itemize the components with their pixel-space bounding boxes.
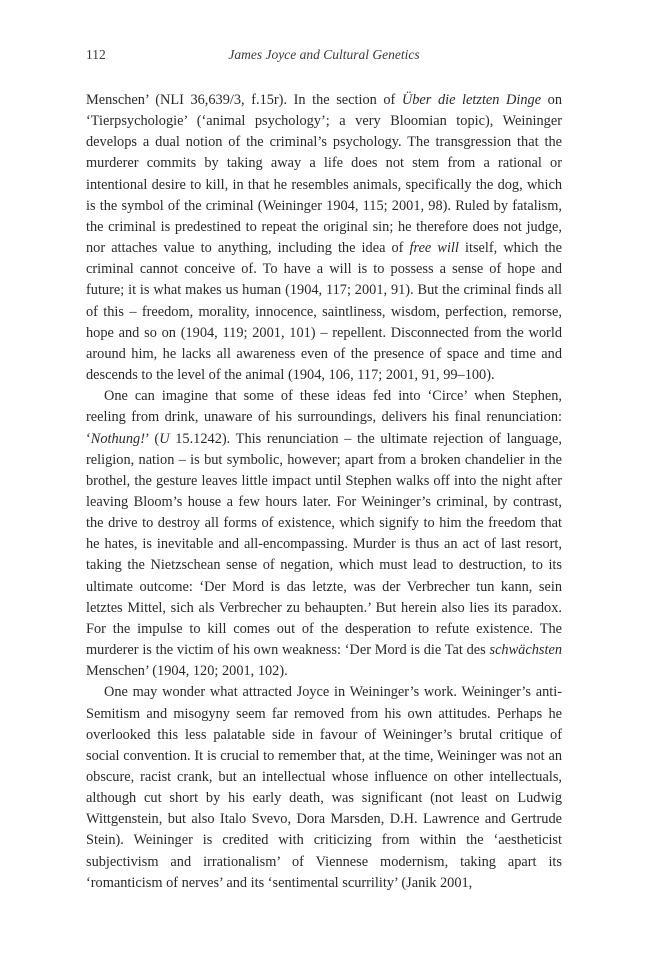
italic-abbreviation: U bbox=[159, 430, 170, 447]
italic-word: schwächsten bbox=[489, 642, 562, 659]
running-title: James Joyce and Cultural Genetics bbox=[228, 47, 420, 62]
body-text bbox=[86, 90, 562, 894]
text-run: One can imagine that some of these ideas fed into ‘Circe’ when Stephen, reeling from drink, unaware of his surroundings, delivers his final renunciation: ‘ bbox=[86, 388, 562, 447]
page-number: 112 bbox=[86, 47, 106, 62]
text-run: ’ ( bbox=[144, 430, 160, 447]
paragraph-2 bbox=[86, 386, 562, 682]
italic-title: Über die letzten Dinge bbox=[401, 92, 542, 108]
running-header bbox=[86, 40, 562, 68]
text-run: Menschen’ (NLI 36,639/3, f.15r). In the section of bbox=[86, 92, 402, 108]
text-run: Menschen’ (1904, 120; 2001, 102). bbox=[86, 663, 288, 680]
paragraph-1 bbox=[86, 90, 562, 386]
text-run: One may wonder what attracted Joyce in Weininger’s work. Weininger’s anti-Semitism and misogyny seem far removed from his own attitudes. Perhaps he overlooked this less palatable side in favour of Weininger’s brutal critique of social convention. It is crucial to remember that, at the time, Weininger was not an obscure, racist crank, but an intellectual whose influence on other intellectuals, although cut short by his early death, was significant (not least on Ludwig Wittgenstein, but also Italo Svevo, Dora Marsden, D.H. Lawrence and Gertrude Stein). Weininger is credited with criticizing from within the ‘aestheticist subjectivism and irrationalism’ of Viennese modernism, taking apart its ‘romanticism of nerves’ and its ‘sentimental scurrility’ (Janik 2001, bbox=[86, 684, 562, 891]
paragraph-3 bbox=[86, 682, 562, 894]
text-run: 15.1242). This renunciation – the ultimate rejection of language, religion, nation – is but symbolic, however; apart from a broken chandelier in the brothel, the gesture leaves little impact until Stephen walks off into the night after leaving Bloom’s house a few hours later. For Weininger’s criminal, by contrast, the drive to destroy all forms of existence, which signify to him the freedom that he hates, is inevitable and all-encompassing. Murder is thus an act of last resort, taking the Nietzschean sense of negation, which must lead to destruction, to its ultimate outcome: ‘Der Mord is das letzte, was der Verbrecher tun kann, sein letztes Mittel, sich als Verbrecher zu behaupten.’ But herein also lies its paradox. For the impulse to kill comes out of the desperation to refute existence. The murderer is the victim of his own weakness: ‘Der Mord is die Tat des bbox=[86, 430, 562, 659]
text-run: itself, which the criminal cannot conceive of. To have a will is to possess a sense of hope and future; it is what makes us human (1904, 117; 2001, 91). But the criminal finds all of this – freedom, morality, innocence, saintliness, wisdom, perfection, remorse, hope and so on (1904, 119; 2001, 101) – repellent. Disconnected from the world around him, he lacks all awareness even of the presence of space and time and descends to the level of the animal (1904, 106, 117; 2001, 91, 99–100). bbox=[86, 240, 562, 384]
italic-phrase: free will bbox=[409, 240, 459, 257]
text-run: on ‘Tierpsychologie’ (‘animal psychology’; a very Bloomian topic), Weininger develops a dual notion of the criminal’s psychology. The transgression that the murderer commits by taking away a life does not stem from a rational or intentional desire to kill, in that he resembles animals, specifically the dog, which is the symbol of the criminal (Weininger 1904, 115; 2001, 98). Ruled by fatalism, the criminal is predestined to repeat the original sin; he therefore does not judge, nor attaches value to anything, including the idea of bbox=[86, 92, 562, 257]
italic-quote: Nothung! bbox=[90, 430, 145, 447]
book-page bbox=[86, 40, 562, 894]
